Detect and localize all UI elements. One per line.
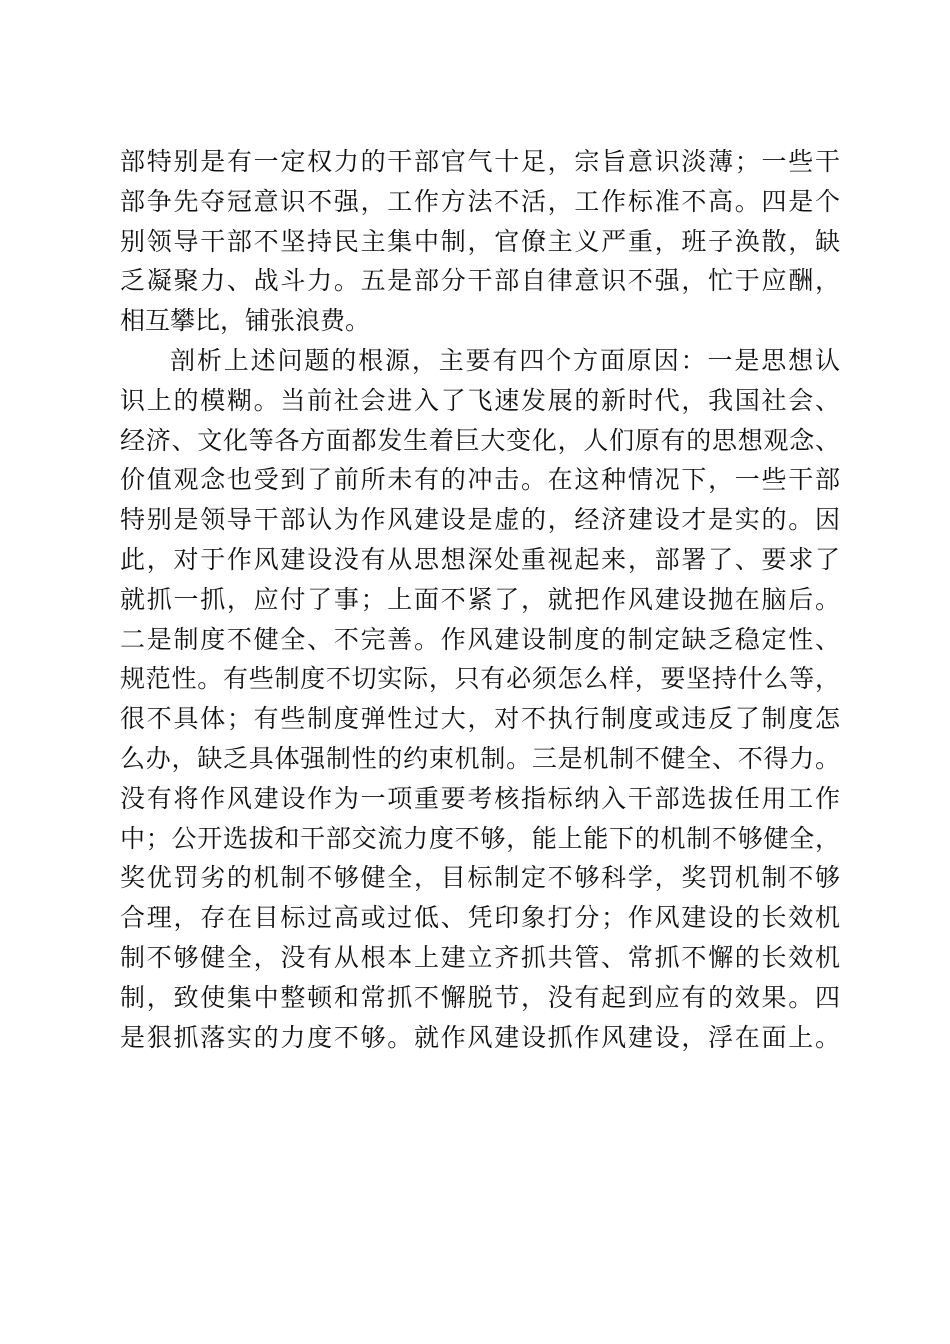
paragraph-1 — [120, 142, 840, 341]
text-line: 别领导干部不坚持民主集中制，官僚主义严重，班子涣散，缺 — [120, 226, 840, 256]
text-line: 是狠抓落实的力度不够。就作风建设抓作风建设，浮在面上。 — [120, 1022, 840, 1052]
text-line: 么办，缺乏具体强制性的约束机制。三是机制不健全、不得力。 — [120, 743, 840, 773]
text-line: 剖析上述问题的根源，主要有四个方面原因：一是思想认 — [170, 345, 840, 375]
text-line: 价值观念也受到了前所未有的冲击。在这种情况下，一些干部 — [120, 465, 840, 495]
text-line: 合理，存在目标过高或过低、凭印象打分；作风建设的长效机 — [120, 903, 840, 933]
text-line: 相互攀比，铺张浪费。 — [120, 306, 371, 336]
text-line: 没有将作风建设作为一项重要考核指标纳入干部选拔任用工作 — [120, 783, 840, 813]
text-line: 此，对于作风建设没有从思想深处重视起来，部署了、要求了 — [120, 544, 840, 574]
paragraph-2 — [120, 341, 840, 1057]
text-line: 乏凝聚力、战斗力。五是部分干部自律意识不强，忙于应酬， — [120, 266, 840, 296]
text-line: 特别是领导干部认为作风建设是虚的，经济建设才是实的。因 — [120, 505, 840, 535]
document-page — [120, 142, 840, 1057]
text-line: 部特别是有一定权力的干部官气十足，宗旨意识淡薄；一些干 — [120, 147, 840, 176]
text-line: 奖优罚劣的机制不够健全，目标制定不够科学，奖罚机制不够 — [120, 863, 840, 893]
text-line: 中；公开选拔和干部交流力度不够，能上能下的机制不够健全， — [120, 823, 840, 853]
text-line: 制不够健全，没有从根本上建立齐抓共管、常抓不懈的长效机 — [120, 942, 840, 972]
text-line: 就抓一抓，应付了事；上面不紧了，就把作风建设抛在脑后。 — [120, 584, 840, 614]
text-line: 二是制度不健全、不完善。作风建设制度的制定缺乏稳定性、 — [120, 624, 840, 654]
text-line: 很不具体；有些制度弹性过大，对不执行制度或违反了制度怎 — [120, 704, 840, 734]
text-line: 识上的模糊。当前社会进入了飞速发展的新时代，我国社会、 — [120, 385, 840, 415]
text-line: 部争先夺冠意识不强，工作方法不活，工作标准不高。四是个 — [120, 186, 840, 216]
text-line: 经济、文化等各方面都发生着巨大变化，人们原有的思想观念、 — [120, 425, 840, 455]
text-line: 制，致使集中整顿和常抓不懈脱节，没有起到应有的效果。四 — [120, 982, 840, 1012]
text-line: 规范性。有些制度不切实际，只有必须怎么样，要坚持什么等， — [120, 664, 840, 694]
